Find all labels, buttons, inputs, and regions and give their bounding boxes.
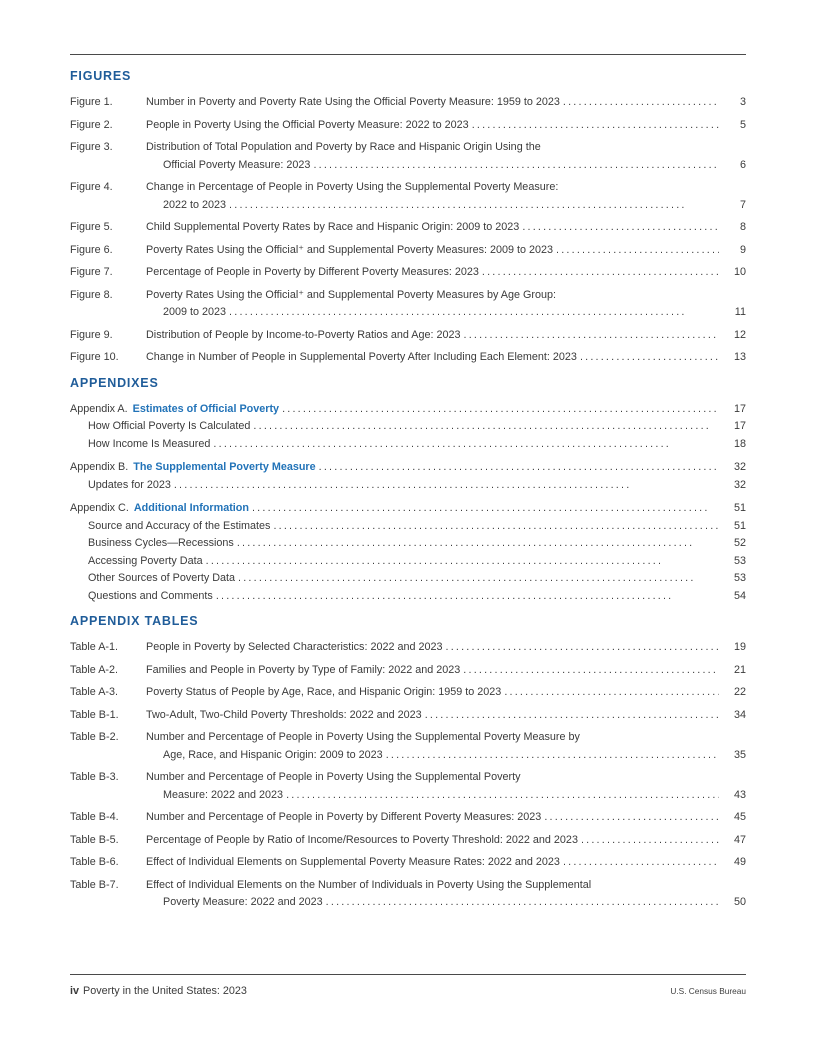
entry-title: Families and People in Poverty by Type of Family: 2022 and 2023 — [146, 663, 461, 676]
entry-label: Figure 6. — [70, 243, 113, 256]
entry-line — [146, 854, 746, 872]
entry-content — [146, 287, 746, 322]
appendixes-heading: APPENDIXES — [70, 375, 159, 390]
entry-title: Official Poverty Measure: 2023 — [163, 158, 311, 171]
entry-line — [146, 729, 746, 747]
entry-content — [146, 769, 746, 804]
entry-title: Poverty Rates Using the Official⁺ and Supplemental Poverty Measures: 2009 to 2023 — [146, 243, 554, 256]
toc-entry[interactable] — [70, 500, 746, 518]
entry-line — [146, 707, 746, 725]
entry-content — [146, 809, 746, 827]
entry-label: Figure 7. — [70, 266, 113, 278]
entry-line — [146, 139, 746, 157]
page-number: 6 — [739, 158, 746, 171]
entry-title: Number in Poverty and Poverty Rate Using the Official Poverty Measure: 1959 to 2023 — [146, 96, 560, 108]
entry-line — [146, 662, 746, 680]
appendix-group — [70, 500, 746, 605]
page-number: 21 — [733, 663, 746, 676]
figures-heading: FIGURES — [70, 69, 132, 83]
toc-entry[interactable] — [70, 459, 746, 477]
page-number: 49 — [733, 856, 746, 868]
entry-label: Appendix C. — [70, 502, 129, 514]
entry-title: Number and Percentage of People in Poverty Using the Supplemental Poverty Measure by — [146, 731, 580, 743]
page-number: 3 — [739, 96, 746, 108]
entry-label: Appendix A. — [70, 402, 128, 415]
dot-leader — [544, 809, 719, 827]
toc-entry[interactable] — [70, 832, 746, 850]
running-title: Poverty in the United States: 2023 — [83, 985, 247, 997]
dot-leader — [580, 349, 719, 367]
dot-leader — [463, 662, 719, 680]
toc-entry[interactable] — [70, 264, 746, 282]
entry-content — [146, 94, 746, 112]
toc-entry[interactable] — [70, 707, 746, 725]
toc-entry[interactable] — [70, 588, 746, 606]
toc-entry[interactable] — [70, 518, 746, 536]
dot-leader — [581, 832, 719, 850]
toc-entry[interactable] — [70, 769, 746, 804]
toc-entry[interactable] — [70, 729, 746, 764]
entry-line — [146, 157, 746, 175]
figures-section — [70, 69, 746, 367]
entry-line — [146, 832, 746, 850]
entry-label: Table B-2. — [70, 731, 119, 743]
dot-leader — [237, 535, 719, 553]
entry-title: Source and Accuracy of the Estimates — [88, 519, 271, 532]
entry-title: Percentage of People in Poverty by Different Poverty Measures: 2023 — [146, 266, 479, 278]
dot-leader — [216, 588, 719, 606]
entry-title: People in Poverty by Selected Characteristics: 2022 and 2023 — [146, 641, 443, 653]
entry-content — [146, 327, 746, 345]
top-rule — [70, 54, 746, 55]
entry-label: Table B-7. — [70, 878, 119, 891]
entry-content — [146, 264, 746, 282]
entry-label: Figure 8. — [70, 288, 113, 301]
toc-entry[interactable] — [70, 179, 746, 214]
page-number: 43 — [733, 788, 746, 801]
dot-leader — [386, 747, 719, 765]
entry-label: Appendix B. — [70, 461, 129, 473]
dot-leader — [522, 219, 719, 237]
entry-line — [146, 94, 746, 112]
appendix-title: Additional Information — [133, 502, 249, 514]
entry-line — [146, 639, 746, 657]
entry-line — [146, 219, 746, 237]
running-footer-left — [70, 985, 247, 997]
page-number: 8 — [739, 221, 746, 233]
dot-leader — [213, 436, 719, 454]
entry-content — [146, 179, 746, 214]
entry-content — [146, 832, 746, 850]
page-number: 22 — [733, 686, 746, 698]
page-number: 54 — [733, 589, 746, 602]
toc-entry[interactable] — [70, 219, 746, 237]
entry-line — [146, 809, 746, 827]
entry-line — [146, 684, 746, 702]
entry-content — [146, 707, 746, 725]
entry-label: Table A-1. — [70, 641, 119, 653]
page-number: 53 — [733, 572, 746, 584]
entry-content — [146, 684, 746, 702]
page-number: 52 — [733, 537, 746, 549]
entry-content — [146, 242, 746, 260]
entry-line — [146, 304, 746, 322]
toc-entry[interactable] — [70, 117, 746, 135]
page-number: 9 — [739, 243, 746, 256]
toc-entry[interactable] — [70, 242, 746, 260]
page-number: 10 — [733, 266, 746, 278]
entry-label: Figure 4. — [70, 181, 113, 193]
entry-title: Poverty Measure: 2022 and 2023 — [163, 896, 323, 908]
dot-leader — [464, 327, 720, 345]
entry-title: Effect of Individual Elements on the Number of Individuals in Poverty Using the Supplemental — [146, 878, 592, 891]
toc-entry[interactable] — [70, 349, 746, 367]
entry-title: Accessing Poverty Data — [88, 554, 203, 567]
entry-content — [146, 854, 746, 872]
entry-content — [146, 729, 746, 764]
entry-label: Figure 10. — [70, 351, 119, 363]
entry-line — [146, 349, 746, 367]
dot-leader — [563, 94, 719, 112]
entry-label: Table B-4. — [70, 811, 119, 823]
entry-line — [146, 197, 746, 215]
publisher-name: U.S. Census Bureau — [670, 986, 746, 996]
page-number: 13 — [733, 351, 746, 363]
appendix-group — [70, 401, 746, 454]
toc-entry[interactable] — [70, 684, 746, 702]
page-number: 51 — [733, 502, 746, 514]
entry-line — [146, 894, 746, 912]
entry-label: Table A-2. — [70, 663, 119, 676]
toc-entry[interactable] — [70, 327, 746, 345]
toc-entry[interactable] — [70, 418, 746, 436]
figures-list — [70, 94, 746, 367]
entry-title: 2022 to 2023 — [163, 198, 227, 211]
dot-leader — [425, 707, 719, 725]
toc-entry[interactable] — [70, 139, 746, 174]
entry-title: Age, Race, and Hispanic Origin: 2009 to 2023 — [163, 748, 383, 761]
dot-leader — [273, 518, 719, 536]
entry-label: Figure 9. — [70, 328, 113, 341]
dot-leader — [504, 684, 719, 702]
entry-line — [146, 787, 746, 805]
dot-leader — [238, 570, 719, 588]
page-number: 19 — [733, 641, 746, 653]
entry-line — [146, 769, 746, 787]
entry-title: Measure: 2022 and 2023 — [163, 788, 284, 801]
page-number: 51 — [733, 519, 746, 532]
page-number: 35 — [733, 748, 746, 761]
toc-entry[interactable] — [70, 94, 746, 112]
toc-entry[interactable] — [70, 477, 746, 495]
page-number: 17 — [733, 402, 746, 415]
toc-entry[interactable] — [70, 809, 746, 827]
entry-line — [146, 877, 746, 895]
page-number: 18 — [733, 437, 746, 450]
entry-title: Effect of Individual Elements on Supplemental Poverty Measure Rates: 2022 and 2023 — [146, 856, 560, 868]
page-footer — [70, 985, 746, 997]
entry-content — [146, 219, 746, 237]
page-number: 11 — [734, 306, 746, 318]
entry-content — [146, 117, 746, 135]
page-number: 45 — [733, 811, 746, 823]
entry-title: Distribution of People by Income-to-Poverty Ratios and Age: 2023 — [146, 328, 461, 341]
entry-label: Table B-3. — [70, 771, 119, 783]
entry-label: Figure 3. — [70, 141, 113, 153]
entry-content — [146, 349, 746, 367]
toc-entry[interactable] — [70, 570, 746, 588]
entry-title: How Income Is Measured — [88, 437, 211, 450]
entry-title: Poverty Status of People by Age, Race, and Hispanic Origin: 1959 to 2023 — [146, 686, 502, 698]
entry-title: Change in Number of People in Supplemental Poverty After Including Each Element: 2023 — [146, 351, 577, 363]
toc-entry[interactable] — [70, 553, 746, 571]
entry-title: Two-Adult, Two-Child Poverty Thresholds: 2022 and 2023 — [146, 708, 422, 721]
dot-leader — [319, 459, 719, 477]
page-number: 7 — [739, 198, 746, 211]
page-number: 53 — [733, 554, 746, 567]
entry-label: Table B-6. — [70, 856, 119, 868]
page-number: 32 — [733, 478, 746, 491]
appendixes-section — [70, 376, 746, 606]
toc-entry[interactable] — [70, 662, 746, 680]
entry-title: Updates for 2023 — [88, 478, 171, 491]
page-number: 5 — [739, 118, 746, 131]
dot-leader — [286, 787, 719, 805]
dot-leader — [472, 117, 719, 135]
page-number: 34 — [733, 708, 746, 721]
dot-leader — [253, 418, 719, 436]
entry-line — [146, 327, 746, 345]
entry-title: Other Sources of Poverty Data — [88, 572, 236, 584]
appendix-title: Estimates of Official Poverty — [132, 402, 280, 415]
entry-title: People in Poverty Using the Official Poverty Measure: 2022 to 2023 — [146, 118, 469, 131]
toc-entry[interactable] — [70, 436, 746, 454]
entry-label: Table A-3. — [70, 686, 119, 698]
entry-content — [146, 877, 746, 912]
dot-leader — [252, 500, 719, 518]
folio-number: iv — [70, 985, 80, 997]
dot-leader — [229, 304, 719, 322]
entry-content — [146, 639, 746, 657]
dot-leader — [282, 401, 719, 419]
page-number: 12 — [733, 328, 746, 341]
entry-label: Figure 5. — [70, 221, 113, 233]
appendix-tables-section — [70, 614, 746, 912]
entry-title: Poverty Rates Using the Official⁺ and Supplemental Poverty Measures by Age Group: — [146, 288, 556, 301]
entry-line — [146, 117, 746, 135]
appendix-tables-heading: APPENDIX TABLES — [70, 614, 199, 628]
entry-label: Table B-1. — [70, 708, 119, 721]
page-number: 17 — [733, 420, 746, 432]
page-number: 50 — [733, 896, 746, 908]
toc-entry[interactable] — [70, 401, 746, 419]
page-number: 47 — [733, 833, 746, 846]
toc-entry[interactable] — [70, 287, 746, 322]
appendix-tables-list — [70, 639, 746, 912]
entry-line — [146, 747, 746, 765]
entry-title: Child Supplemental Poverty Rates by Race and Hispanic Origin: 2009 to 2023 — [146, 221, 520, 233]
entry-content — [146, 139, 746, 174]
dot-leader — [556, 242, 719, 260]
entry-line — [146, 287, 746, 305]
entry-line — [146, 264, 746, 282]
dot-leader — [326, 894, 719, 912]
entry-title: Number and Percentage of People in Poverty by Different Poverty Measures: 2023 — [146, 811, 542, 823]
dot-leader — [206, 553, 719, 571]
dot-leader — [482, 264, 719, 282]
entry-content — [146, 662, 746, 680]
entry-label: Table B-5. — [70, 833, 119, 846]
dot-leader — [313, 157, 719, 175]
entry-label: Figure 1. — [70, 96, 113, 108]
appendix-title: The Supplemental Poverty Measure — [133, 461, 316, 473]
dot-leader — [563, 854, 719, 872]
appendixes-list — [70, 401, 746, 606]
dot-leader — [229, 197, 719, 215]
entry-title: Questions and Comments — [88, 589, 213, 602]
entry-title: Change in Percentage of People in Poverty Using the Supplemental Poverty Measure: — [146, 181, 559, 193]
entry-line — [146, 179, 746, 197]
dot-leader — [446, 639, 720, 657]
entry-title: Business Cycles—Recessions — [88, 537, 234, 549]
page-number: 32 — [733, 461, 746, 473]
footer-rule — [70, 974, 746, 975]
entry-title: Percentage of People by Ratio of Income/Resources to Poverty Threshold: 2022 and 2023 — [146, 833, 578, 846]
entry-title: 2009 to 2023 — [163, 306, 227, 318]
entry-label: Figure 2. — [70, 118, 113, 131]
entry-title: Distribution of Total Population and Poverty by Race and Hispanic Origin Using the — [146, 141, 541, 153]
appendix-group — [70, 459, 746, 494]
dot-leader — [174, 477, 719, 495]
toc-entry[interactable] — [70, 639, 746, 657]
toc-entry[interactable] — [70, 877, 746, 912]
entry-line — [146, 242, 746, 260]
entry-title: How Official Poverty Is Calculated — [88, 420, 251, 432]
toc-entry[interactable] — [70, 535, 746, 553]
toc-entry[interactable] — [70, 854, 746, 872]
entry-title: Number and Percentage of People in Poverty Using the Supplemental Poverty — [146, 771, 521, 783]
